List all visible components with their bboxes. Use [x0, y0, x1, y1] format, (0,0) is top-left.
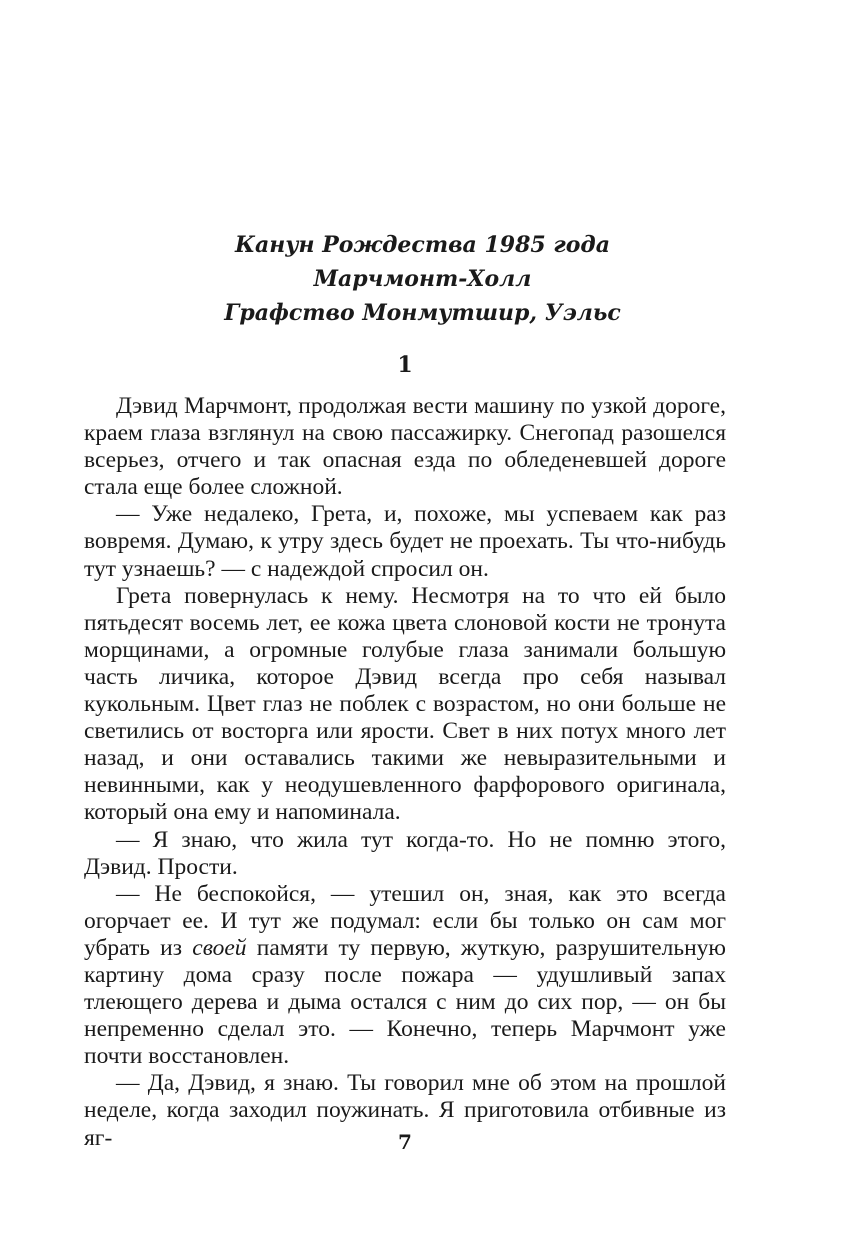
- paragraph: — Уже недалеко, Грета, и, похоже, мы успеваем как раз вовремя. Думаю, к утру здесь будет не проехать. Ты что-нибудь тут узнаешь? — с надеждой спросил он.: [84, 501, 726, 582]
- paragraph: [84, 881, 726, 1071]
- heading-region-line: Графство Монмутшир, Уэльс: [224, 300, 621, 326]
- body-text: [84, 393, 726, 1152]
- chapter-number: 1: [397, 352, 413, 378]
- paragraph: Дэвид Марчмонт, продолжая вести машину по узкой дороге, краем глаза взглянул на свою пассажирку. Снегопад разошелся всерьез, отчего и так опасная езда по обледеневшей дороге стала еще более сложной.: [84, 393, 726, 501]
- paragraph-text: — Не беспокойся, — утешил он, зная, как это всегда огорчает ее. И тут же подумал: если бы только он сам мог убрать из: [84, 880, 726, 961]
- heading-place-line: Марчмонт-Холл: [313, 266, 532, 292]
- chapter-heading: [0, 228, 845, 330]
- paragraph: — Да, Дэвид, я знаю. Ты говорил мне об этом на прошлой неделе, когда заходил поужинать. Я приготовила отбивные из яг-: [84, 1070, 726, 1151]
- paragraph: — Я знаю, что жила тут когда-то. Но не помню этого, Дэвид. Прости.: [84, 826, 726, 880]
- page-number: 7: [398, 1130, 412, 1154]
- emphasis-text: своей: [192, 934, 247, 961]
- heading-date-line: Канун Рождества 1985 года: [235, 232, 610, 258]
- paragraph: Грета повернулась к нему. Несмотря на то что ей было пятьдесят восемь лет, ее кожа цвета слоновой кости не тронута морщинами, а огромные голубые глаза занимали большую часть личика, которое Дэвид всегда про себя называл кукольным. Цвет глаз не поблек с возрастом, но они больше не светились от восторга или ярости. Свет в них потух много лет назад, и они оставались такими же невыразительными и невинными, как у неодушевленного фарфорового оригинала, который она ему и напоминала.: [84, 582, 726, 826]
- paragraph-text: памяти ту первую, жуткую, разрушительную картину дома сразу после пожара — удушливый запах тлеющего дерева и дыма остался с ним до сих пор, — он бы непременно сделал это. — Конечно, теперь Марчмонт уже почти восстановлен.: [84, 934, 726, 1070]
